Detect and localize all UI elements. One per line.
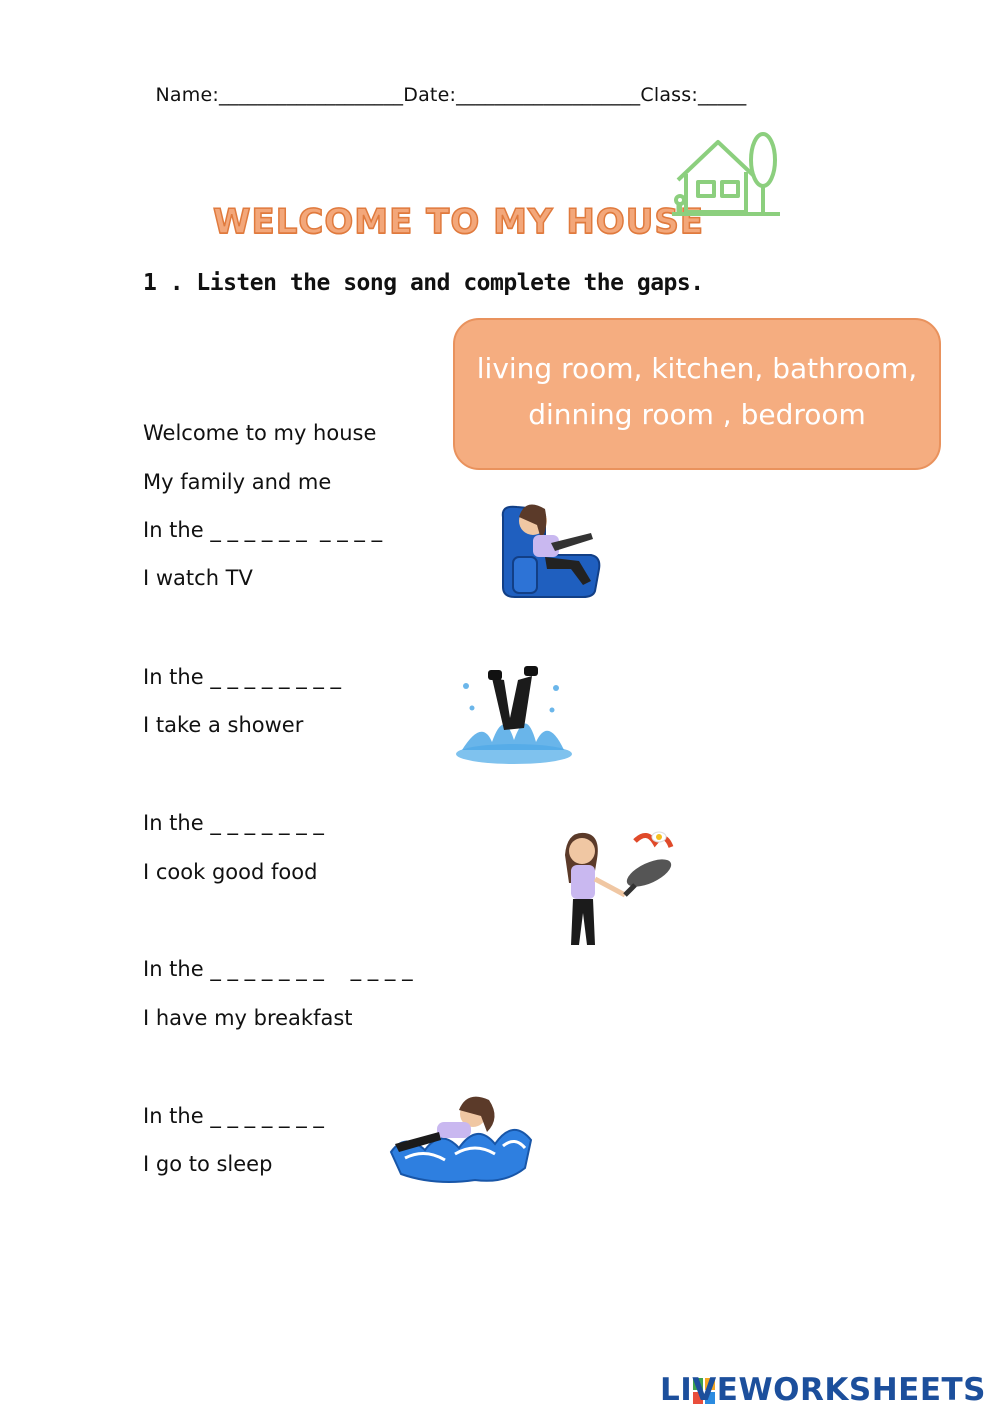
gap-kitchen[interactable]: In the _ _ _ _ _ _ _ — [143, 811, 324, 835]
song-line: I go to sleep — [143, 1152, 273, 1176]
instruction: 1 . Listen the song and complete the gaps. — [143, 270, 704, 296]
song-line: My family and me — [143, 470, 332, 494]
gap-bedroom[interactable]: In the _ _ _ _ _ _ _ — [143, 1104, 324, 1128]
gap-dining-room[interactable]: In the _ _ _ _ _ _ _ _ _ _ _ — [143, 957, 413, 981]
watching-tv-illustration — [495, 495, 607, 601]
page-title: WELCOME TO MY HOUSE — [213, 202, 705, 242]
shower-splash-illustration — [452, 658, 576, 768]
date-field[interactable]: Date:___________________ — [403, 84, 641, 106]
word-bank-line-2: dinning room , bedroom — [528, 398, 866, 431]
gap-living-room[interactable]: In the _ _ _ _ _ _ _ _ _ _ — [143, 518, 383, 542]
song-line: I watch TV — [143, 566, 253, 590]
header-fields — [143, 62, 746, 106]
house-icon — [670, 130, 785, 222]
song-line: Welcome to my house — [143, 421, 377, 445]
sleeping-illustration — [385, 1088, 535, 1186]
song-line: I have my breakfast — [143, 1006, 353, 1030]
song-line: I cook good food — [143, 860, 318, 884]
gap-bathroom[interactable]: In the _ _ _ _ _ _ _ _ — [143, 665, 342, 689]
word-bank-line-1: living room, kitchen, bathroom, — [476, 352, 918, 385]
class-field[interactable]: Class:_____ — [640, 84, 747, 106]
word-bank — [453, 318, 941, 470]
brand-name: LIVEWORKSHEETS — [660, 1372, 986, 1408]
name-field[interactable]: Name:___________________ — [155, 84, 404, 106]
song-line: I take a shower — [143, 713, 304, 737]
cooking-illustration — [555, 825, 680, 953]
